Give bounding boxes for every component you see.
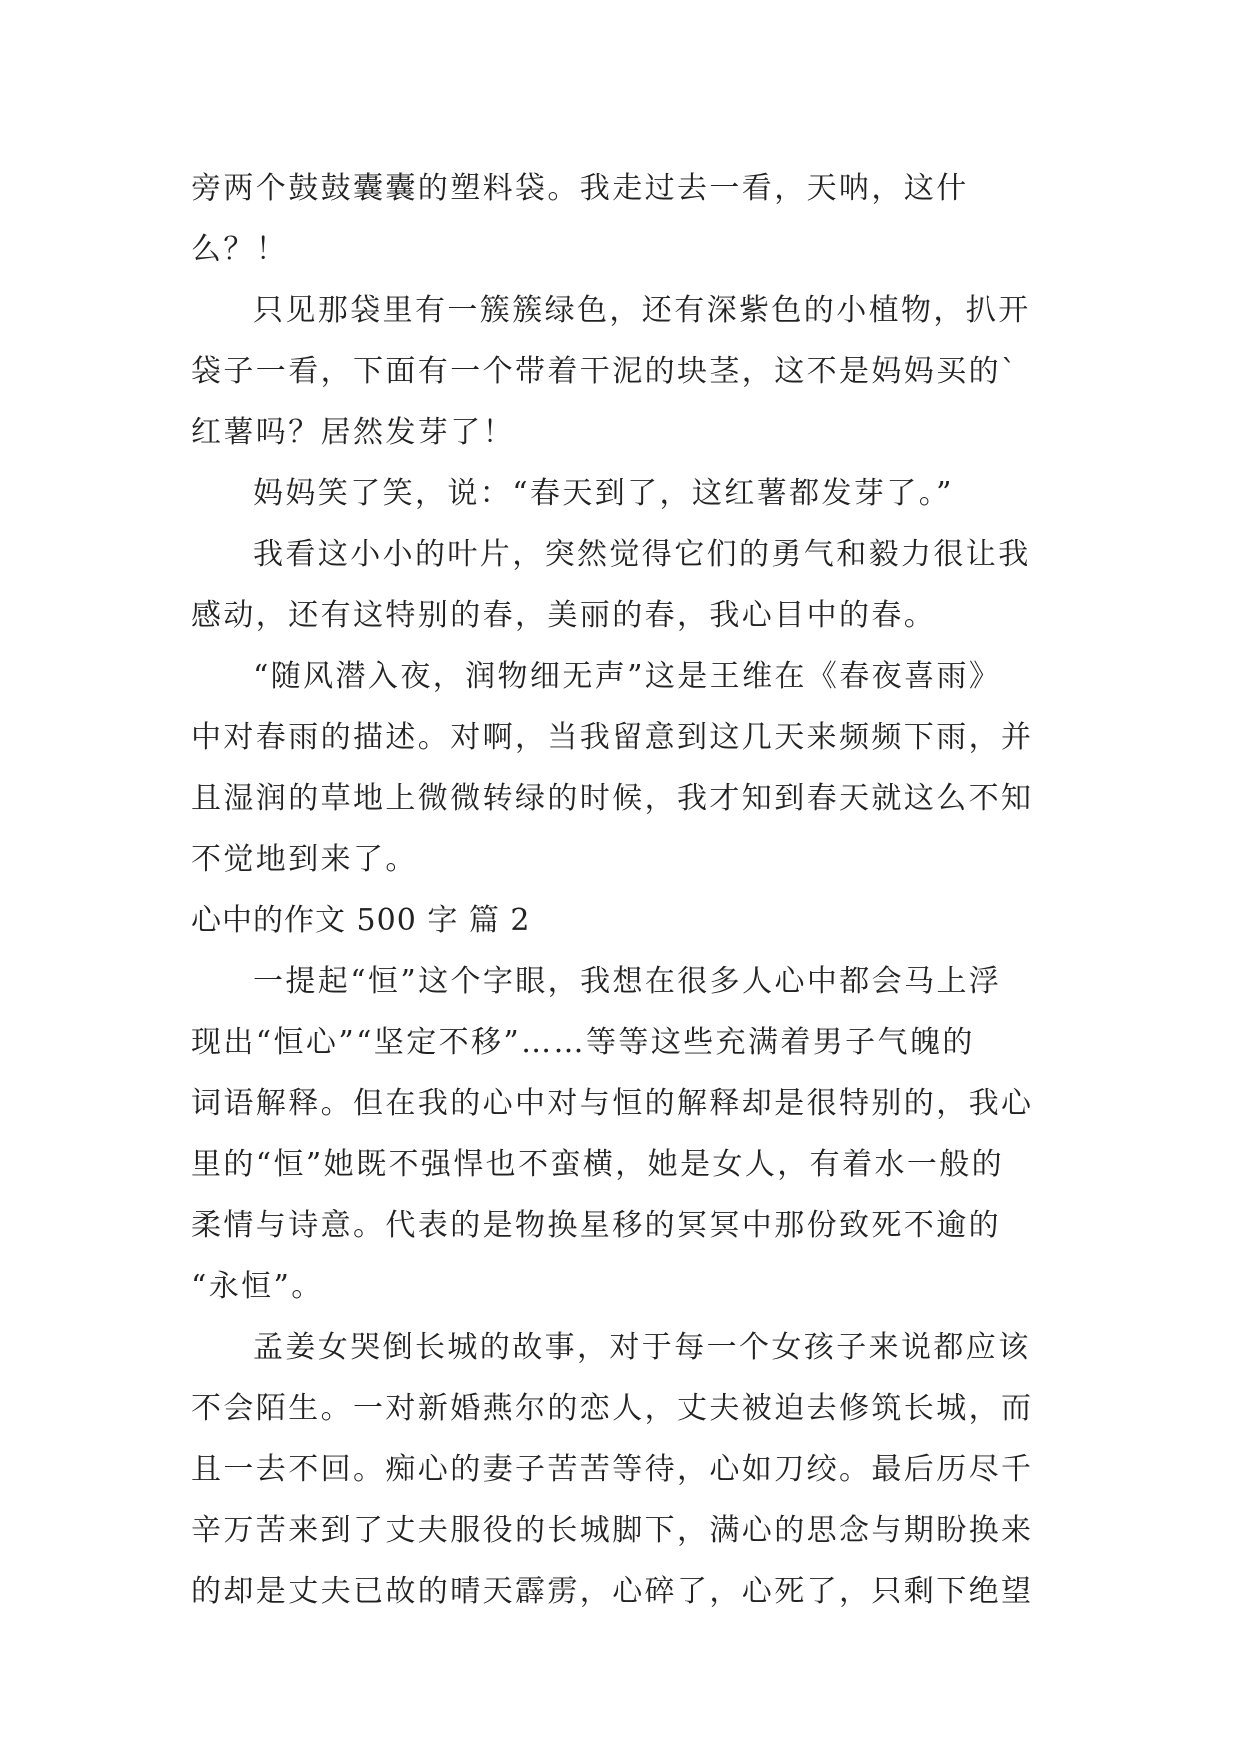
paragraph-start-line: “随风潜入夜，润物细无声”这是王维在《春夜喜雨》 <box>253 659 1002 694</box>
text-line: 红薯吗？居然发芽了！ <box>191 415 515 450</box>
paragraph-start-line: 只见那袋里有一簇簇绿色，还有深紫色的小植物，扒开 <box>253 293 1031 328</box>
text-line: 不会陌生。一对新婚燕尔的恋人，丈夫被迫去修筑长城，而 <box>191 1391 1034 1426</box>
text-line: 现出“恒心”“坚定不移”……等等这些充满着男子气魄的 <box>191 1025 975 1060</box>
paragraph-start-line: 妈妈笑了笑，说：“春天到了，这红薯都发芽了。” <box>253 476 954 511</box>
text-line: 的却是丈夫已故的晴天霹雳，心碎了，心死了，只剩下绝望 <box>191 1574 1034 1609</box>
text-line: 词语解释。但在我的心中对与恒的解释却是很特别的，我心 <box>191 1086 1034 1121</box>
paragraph-start-line: 孟姜女哭倒长城的故事，对于每一个女孩子来说都应该 <box>253 1330 1031 1365</box>
text-line: 袋子一看，下面有一个带着干泥的块茎，这不是妈妈买的` <box>191 354 1019 389</box>
document-body <box>191 158 1061 1622</box>
text-line: 且一去不回。痴心的妻子苦苦等待，心如刀绞。最后历尽千 <box>191 1452 1034 1487</box>
text-line: 里的“恒”她既不强悍也不蛮横，她是女人，有着水一般的 <box>191 1147 1005 1182</box>
text-line: 中对春雨的描述。对啊，当我留意到这几天来频频下雨，并 <box>191 720 1034 755</box>
text-line: 感动，还有这特别的春，美丽的春，我心目中的春。 <box>191 598 937 633</box>
text-line: 柔情与诗意。代表的是物换星移的冥冥中那份致死不逾的 <box>191 1208 1001 1243</box>
text-line: “永恒”。 <box>191 1269 324 1304</box>
text-line: 不觉地到来了。 <box>191 842 418 877</box>
paragraph-start-line: 一提起“恒”这个字眼，我想在很多人心中都会马上浮 <box>253 964 1002 999</box>
text-line: 旁两个鼓鼓囊囊的塑料袋。我走过去一看，天呐，这什 <box>191 171 969 206</box>
text-line: 辛万苦来到了丈夫服役的长城脚下，满心的思念与期盼换来 <box>191 1513 1034 1548</box>
text-line: 么？！ <box>191 232 289 267</box>
paragraph-start-line: 我看这小小的叶片，突然觉得它们的勇气和毅力很让我 <box>253 537 1031 572</box>
text-line: 且湿润的草地上微微转绿的时候，我才知到春天就这么不知 <box>191 781 1034 816</box>
section-heading: 心中的作文 500 字 篇 2 <box>191 903 531 938</box>
